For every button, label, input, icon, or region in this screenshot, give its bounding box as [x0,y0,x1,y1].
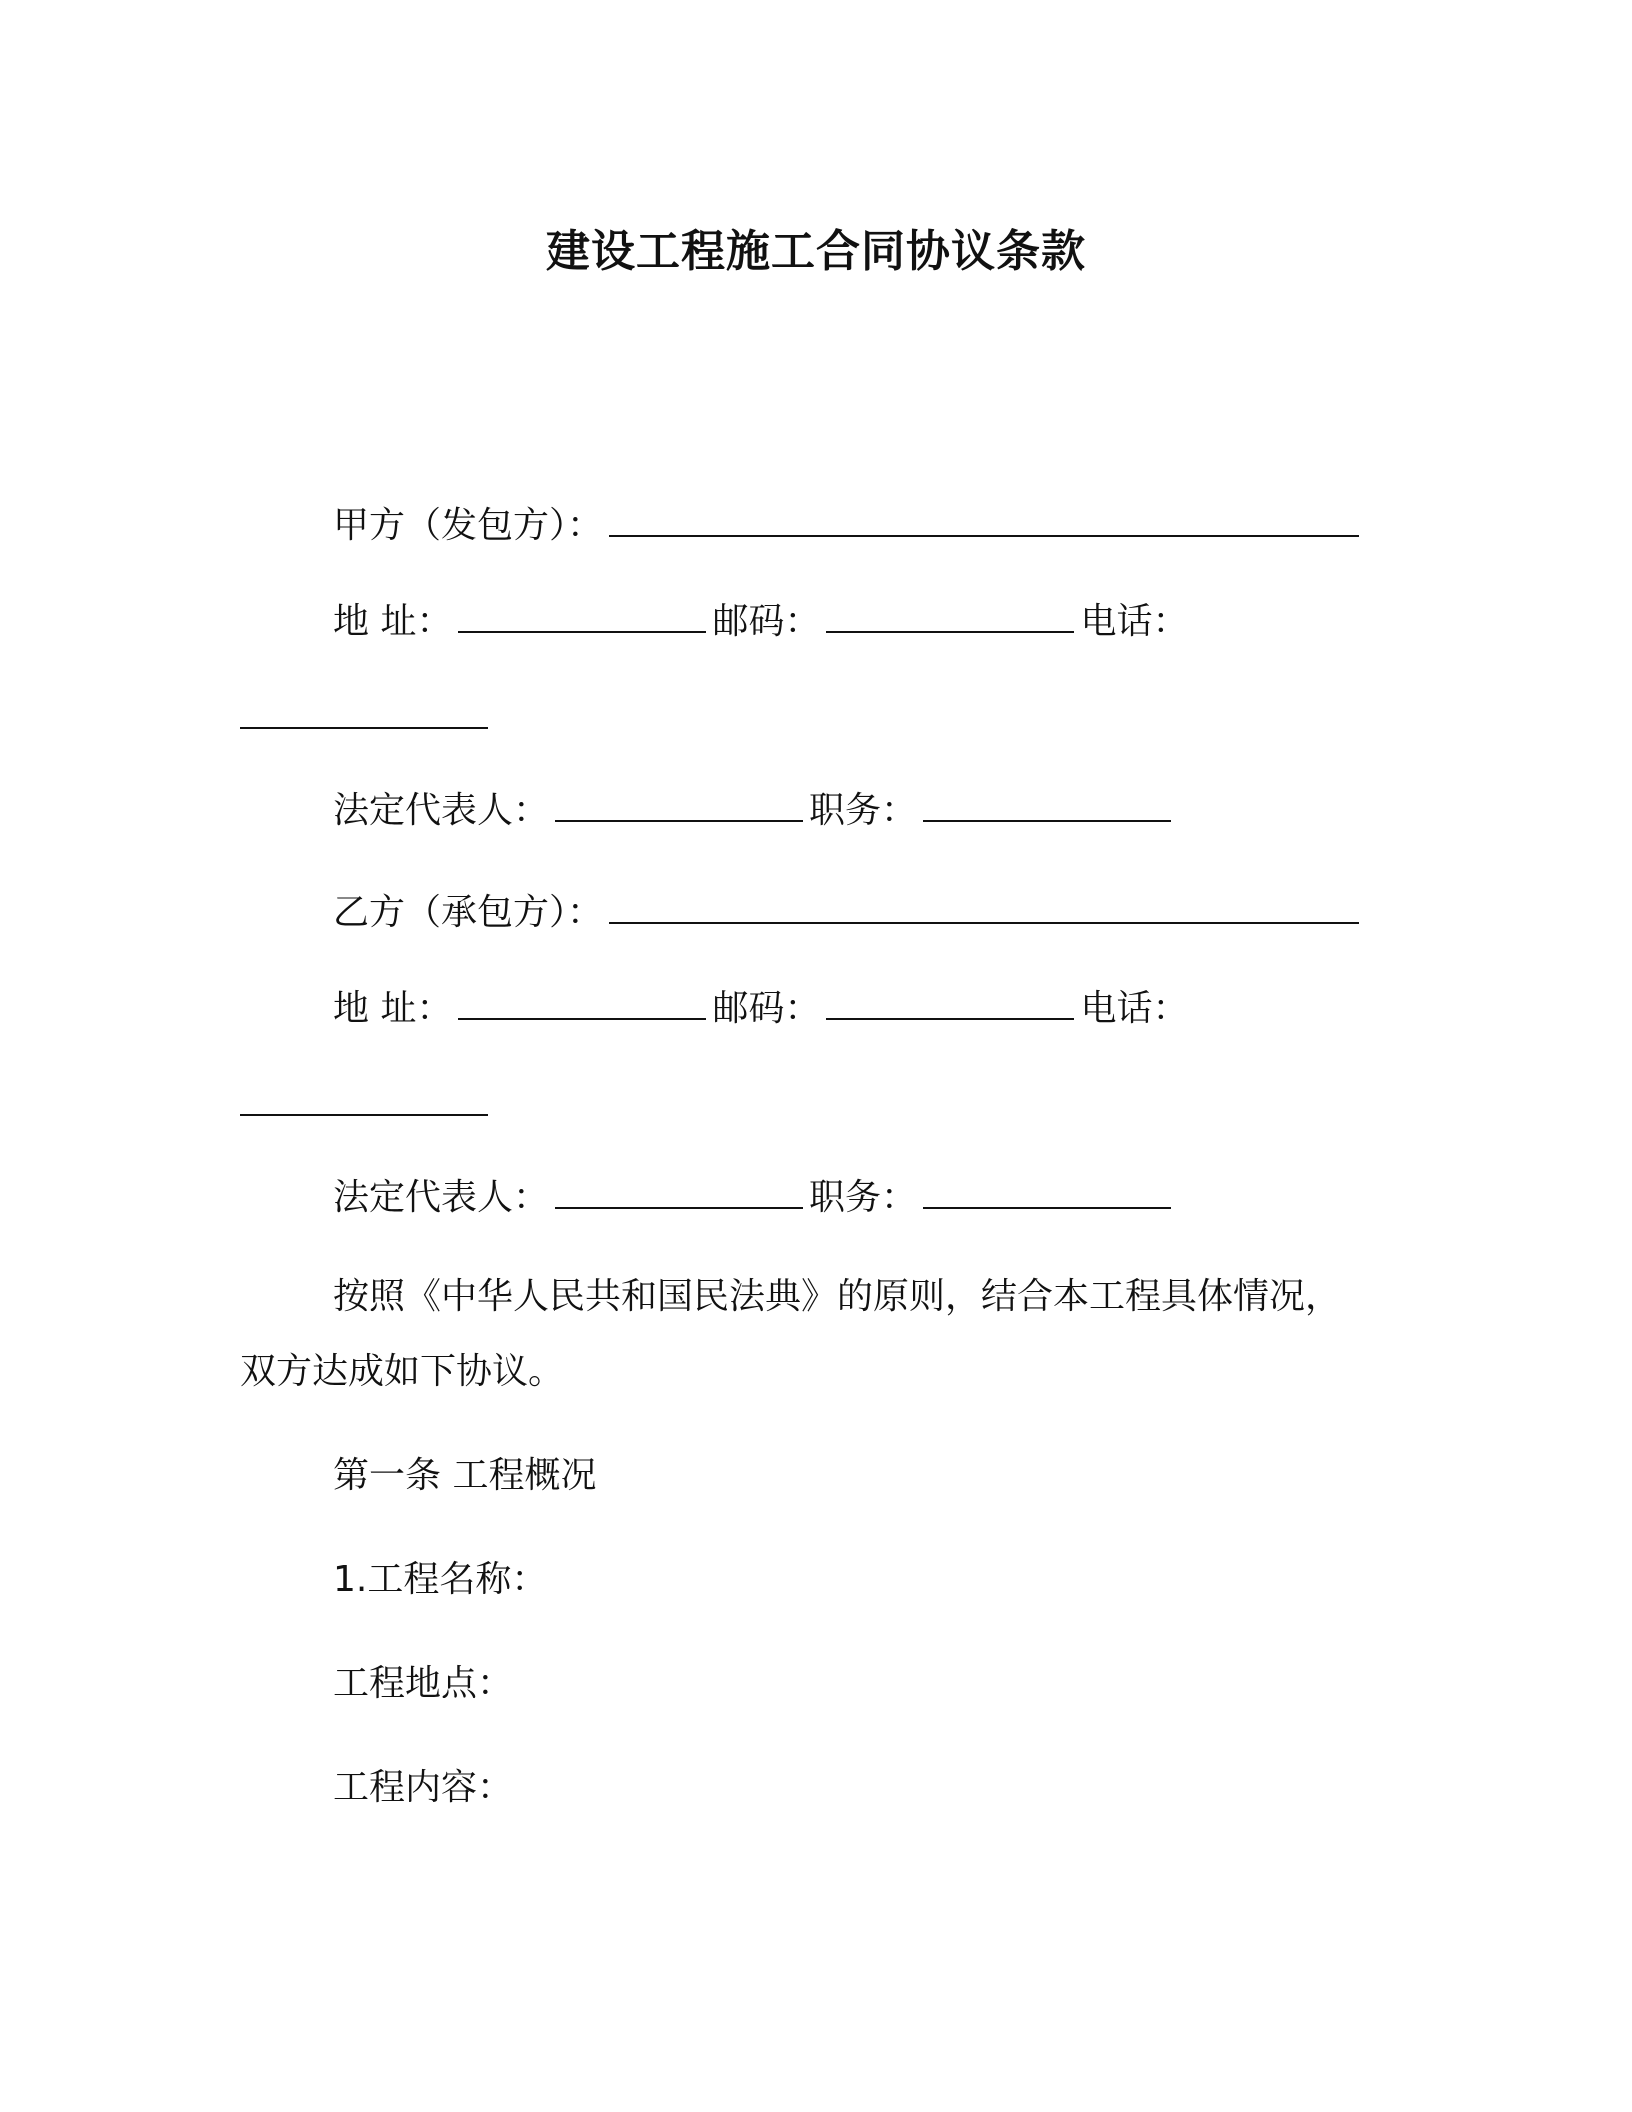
party-a-address-line [333,598,1188,646]
article-1-heading: 第一条 工程概况 [333,1455,597,1496]
party-b-rep-line [333,1174,1177,1222]
party-a-legal-rep-label: 法定代表人： [333,790,550,831]
party-b-line [333,889,1365,937]
party-b-phone-label: 电话： [1080,988,1189,1029]
party-b-legal-rep-blank [555,1175,803,1209]
party-a-position-label: 职务： [809,790,918,831]
party-b-phone-blank [240,1082,488,1116]
party-b-blank [609,890,1359,924]
project-name-label: 1.工程名称： [333,1559,548,1600]
party-b-address-line [333,985,1188,1033]
project-location-label: 工程地点： [333,1663,514,1704]
preamble-line-2: 双方达成如下协议。 [240,1351,565,1392]
party-a-rep-line [333,787,1177,835]
party-a-blank [609,503,1359,537]
project-content-label: 工程内容： [333,1767,514,1808]
preamble-line-1: 按照《中华人民共和国民法典》的原则，结合本工程具体情况， [333,1276,1342,1317]
party-a-phone-line [240,694,494,742]
party-b-postcode-label: 邮码： [712,988,821,1029]
party-b-address-blank [458,986,706,1020]
party-a-address-blank [458,599,706,633]
party-b-position-label: 职务： [809,1177,918,1218]
party-a-legal-rep-blank [555,788,803,822]
party-a-postcode-blank [826,599,1074,633]
party-b-position-blank [923,1175,1171,1209]
party-b-phone-line [240,1081,494,1129]
party-b-postcode-blank [826,986,1074,1020]
party-b-legal-rep-label: 法定代表人： [333,1177,550,1218]
party-a-label: 甲方（发包方）： [333,505,604,546]
document-title: 建设工程施工合同协议条款 [546,226,1086,277]
party-b-label: 乙方（承包方）： [333,892,604,933]
party-a-postcode-label: 邮码： [712,601,821,642]
party-a-line [333,502,1365,550]
party-a-phone-label: 电话： [1080,601,1189,642]
party-a-position-blank [923,788,1171,822]
party-a-address-label: 地 址： [333,601,453,642]
party-b-address-label: 地 址： [333,988,453,1029]
party-a-phone-blank [240,695,488,729]
